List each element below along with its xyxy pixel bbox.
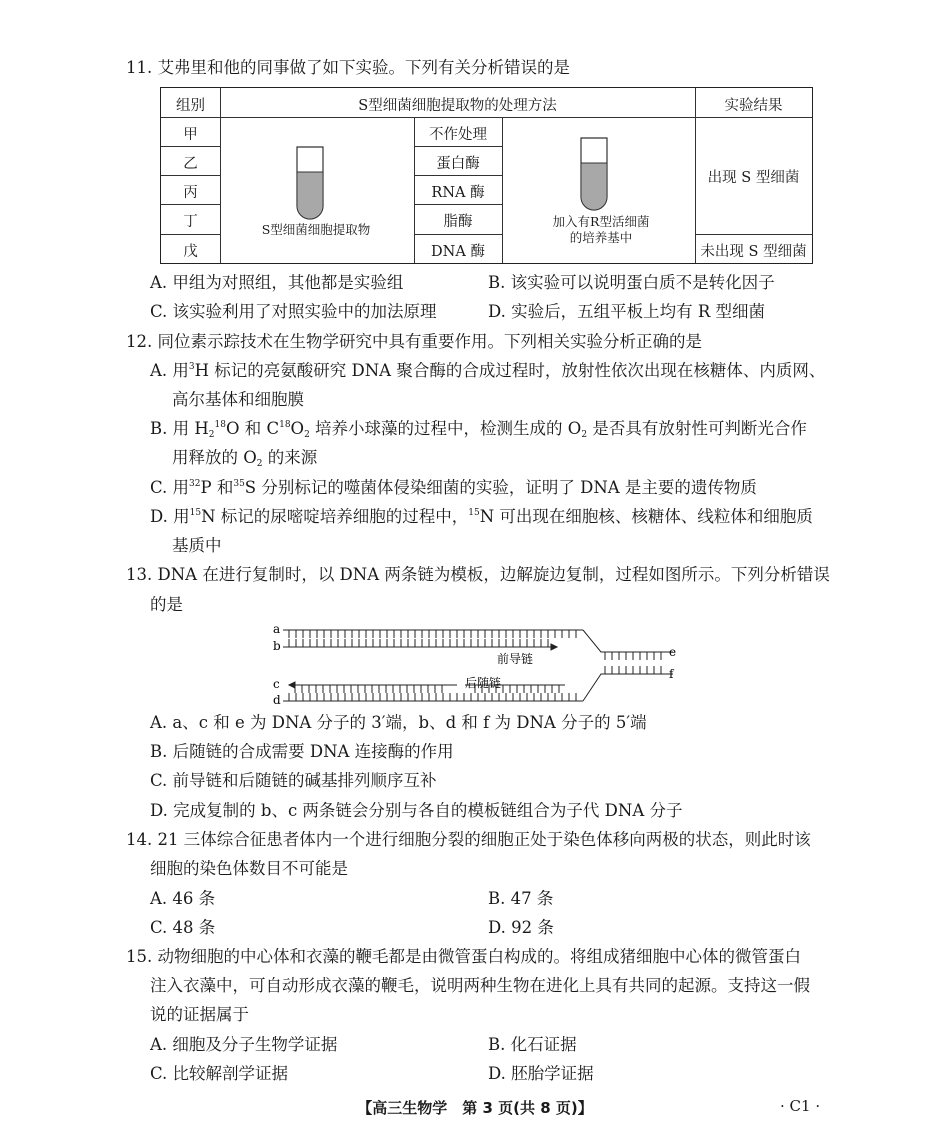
treatment-cell: 脂酶 bbox=[443, 214, 473, 230]
result-cell: 出现 S 型细菌 bbox=[707, 170, 800, 186]
test-tube-icon bbox=[295, 146, 325, 222]
q15-option-a: A. 细胞及分子生物学证据 bbox=[150, 1035, 338, 1054]
q14-stem: 14. 21 三体综合征患者体内一个进行细胞分裂的细胞正处于染色体移向两极的状态，则此时该 bbox=[126, 830, 811, 849]
label-d: d bbox=[273, 693, 281, 707]
group-cell: 丁 bbox=[183, 214, 198, 230]
q13-option-a: A. a、c 和 e 为 DNA 分子的 3′端，b、d 和 f 为 DNA 分子的 5′端 bbox=[150, 713, 647, 732]
q13-stem: 13. DNA 在进行复制时，以 DNA 两条链为模板，边解旋边复制，过程如图所示。下列分析错误 bbox=[126, 565, 830, 584]
group-cell: 甲 bbox=[183, 127, 198, 143]
strand-a-tail bbox=[583, 630, 673, 652]
label-a: a bbox=[273, 622, 281, 636]
q13-option-d: D. 完成复制的 b、c 两条链会分别与各自的模板链组合为子代 DNA 分子 bbox=[150, 801, 683, 820]
q11-stem: 11. 艾弗里和他的同事做了如下实验。下列有关分析错误的是 bbox=[126, 58, 570, 77]
label-e: e bbox=[669, 645, 677, 659]
q12-option-b-cont: 用释放的 $O_2$ 的来源 bbox=[172, 448, 318, 469]
dna-replication-diagram bbox=[265, 618, 685, 710]
result-cell: 未出现 S 型细菌 bbox=[700, 244, 807, 260]
q12-option-b: B. 用 $H_2^{18}O$ 和 $C^{18}O_2$ 培养小球藻的过程中，检测生成的 $O_2$ 是否具有放射性可判断光合作 bbox=[150, 419, 807, 440]
q15-option-c: C. 比较解剖学证据 bbox=[150, 1064, 289, 1083]
tube2-label-2: 的培养基中 bbox=[569, 230, 633, 245]
q11-option-a: A. 甲组为对照组，其他都是实验组 bbox=[150, 273, 404, 292]
label-c: c bbox=[273, 677, 280, 691]
header-result: 实验结果 bbox=[724, 98, 783, 114]
q15-stem-cont2: 说的证据属于 bbox=[150, 1005, 249, 1024]
group-cell: 戊 bbox=[183, 244, 198, 260]
q15-stem-cont: 注入衣藻中，可自动形成衣藻的鞭毛，说明两种生物在进化上具有共同的起源。支持这一假 bbox=[150, 976, 810, 995]
treatment-cell: RNA 酶 bbox=[431, 185, 485, 201]
q11-option-b: B. 该实验可以说明蛋白质不是转化因子 bbox=[488, 273, 775, 292]
q13-stem-cont: 的是 bbox=[150, 595, 183, 614]
treatment-cell: 蛋白酶 bbox=[436, 156, 480, 172]
q15-option-b: B. 化石证据 bbox=[488, 1035, 577, 1054]
q12-option-c: C. 用$^{32}$P 和$^{35}$S 分别标记的噬菌体侵染细菌的实验，证明了 DNA 是主要的遗传物质 bbox=[150, 478, 757, 497]
q15-stem: 15. 动物细胞的中心体和衣藻的鞭毛都是由微管蛋白构成的。将组成猪细胞中心体的微管蛋白 bbox=[126, 947, 801, 966]
tube2-label-1: 加入有R型活细菌 bbox=[552, 214, 650, 229]
q14-stem-cont: 细胞的染色体数目不可能是 bbox=[150, 859, 348, 878]
q12-stem: 12. 同位素示踪技术在生物学研究中具有重要作用。下列相关实验分析正确的是 bbox=[126, 332, 702, 351]
test-tube-icon bbox=[579, 137, 609, 213]
label-b: b bbox=[273, 639, 281, 653]
tube1-label: S型细菌细胞提取物 bbox=[261, 222, 371, 237]
q12-option-d: D. 用$^{15}$N 标记的尿嘧啶培养细胞的过程中，$^{15}$N 可出现在细胞核、核糖体、线粒体和细胞质 bbox=[150, 507, 813, 526]
header-method: S型细菌细胞提取物的处理方法 bbox=[358, 98, 557, 114]
page-code: · C1 · bbox=[780, 1097, 821, 1115]
label-f: f bbox=[669, 667, 674, 681]
q14-option-a: A. 46 条 bbox=[150, 889, 216, 908]
q14-option-b: B. 47 条 bbox=[488, 889, 554, 908]
q15-option-d: D. 胚胎学证据 bbox=[488, 1064, 594, 1083]
treatment-cell: DNA 酶 bbox=[431, 244, 485, 260]
group-cell: 丙 bbox=[183, 185, 198, 201]
q13-option-c: C. 前导链和后随链的碱基排列顺序互补 bbox=[150, 771, 437, 790]
label-lagging: 后随链 bbox=[465, 676, 502, 690]
label-leading: 前导链 bbox=[497, 652, 534, 666]
q13-option-b: B. 后随链的合成需要 DNA 连接酶的作用 bbox=[150, 742, 454, 761]
header-group: 组别 bbox=[176, 98, 205, 114]
q11-option-c: C. 该实验利用了对照实验中的加法原理 bbox=[150, 302, 437, 321]
group-cell: 乙 bbox=[183, 156, 198, 172]
q12-option-a-cont: 高尔基体和细胞膜 bbox=[172, 390, 304, 409]
q12-option-a: A. 用$^3$H 标记的亮氨酸研究 DNA 聚合酶的合成过程时，放射性依次出现在核糖体、内质网、 bbox=[150, 361, 826, 380]
q12-option-d-cont: 基质中 bbox=[172, 536, 222, 555]
q14-option-c: C. 48 条 bbox=[150, 918, 216, 937]
q11-table bbox=[160, 87, 813, 264]
q14-option-d: D. 92 条 bbox=[488, 918, 554, 937]
page-footer: 【高三生物学 第 3 页(共 8 页)】 bbox=[357, 1099, 593, 1117]
strand-d-tail bbox=[583, 674, 673, 701]
treatment-cell: 不作处理 bbox=[429, 127, 487, 143]
q11-option-d: D. 实验后，五组平板上均有 R 型细菌 bbox=[488, 302, 766, 321]
